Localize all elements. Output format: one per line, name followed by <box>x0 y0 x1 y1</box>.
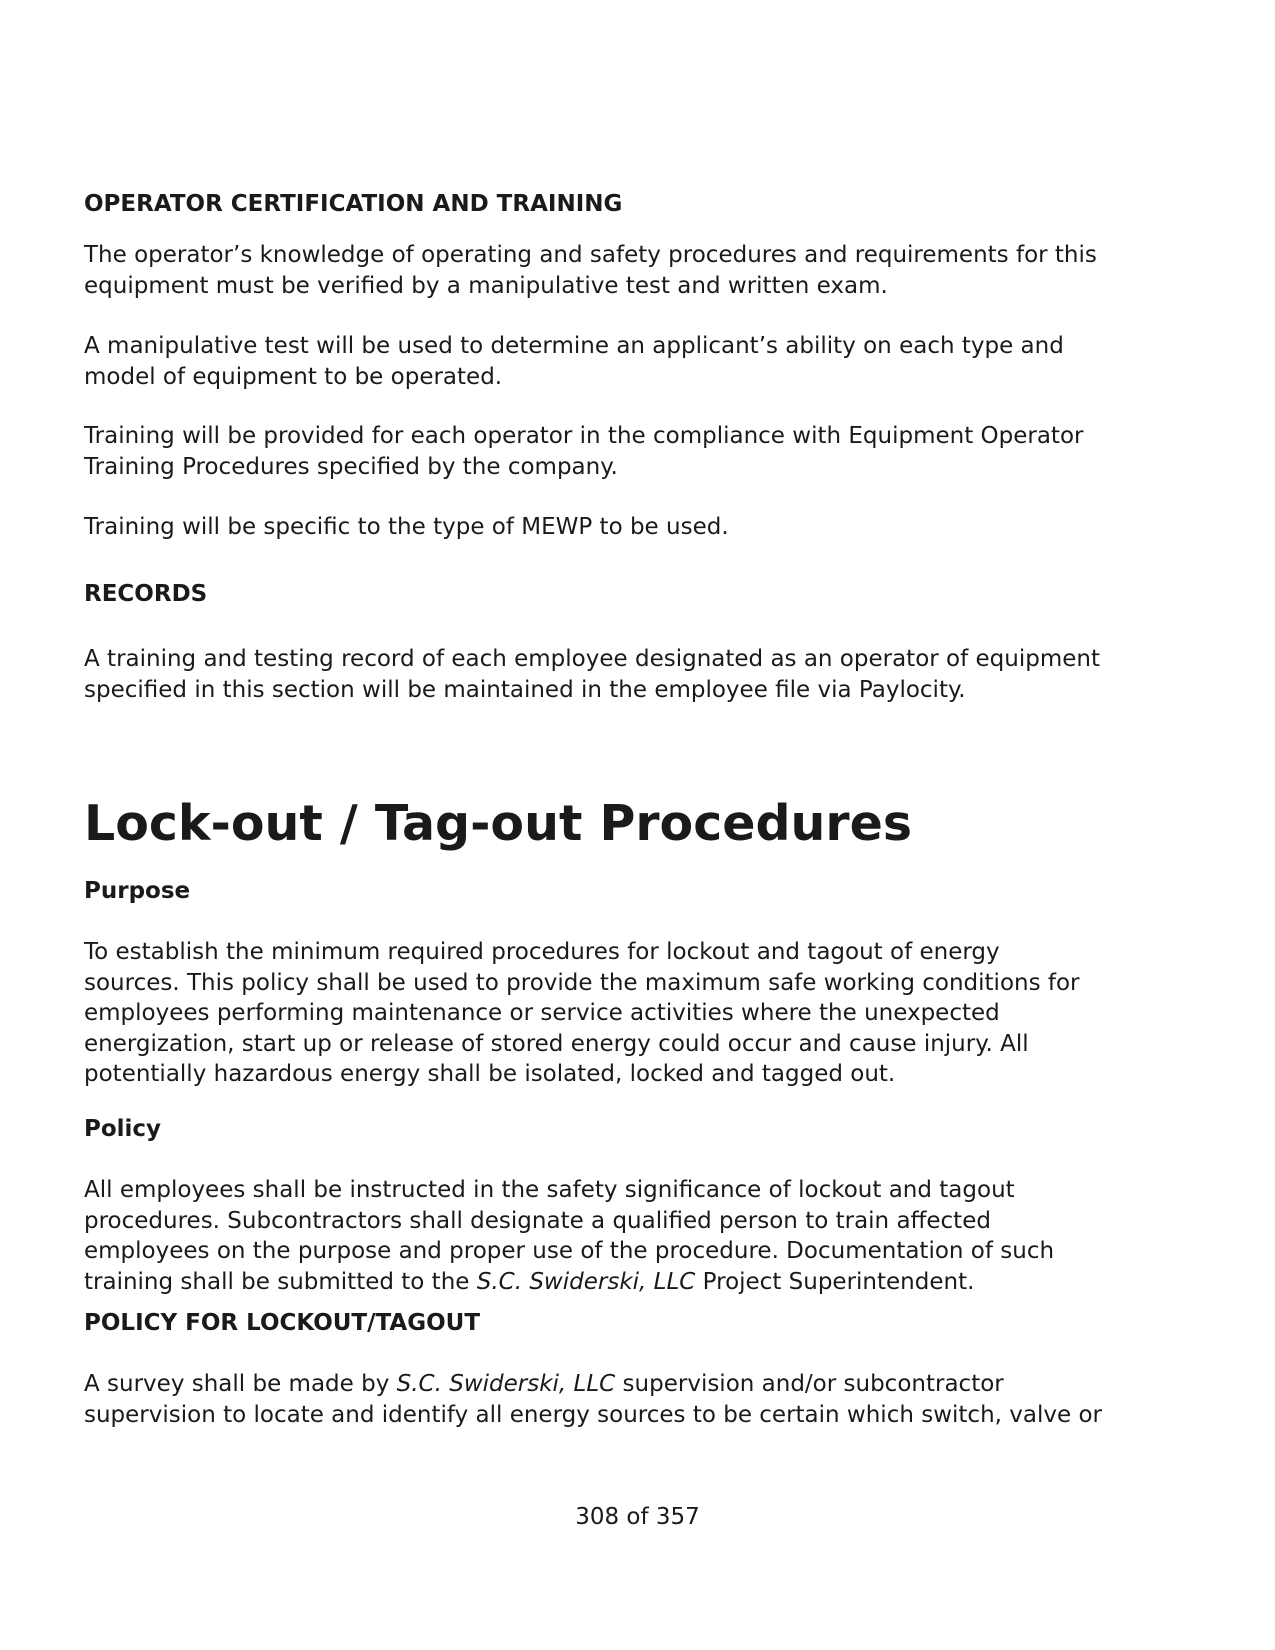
text-segment: supervision and/or subcontractor <box>615 1371 1004 1397</box>
paragraph-line: employees on the purpose and proper use of the procedure. Documentation of such <box>84 1238 1055 1264</box>
page-number: 308 of 357 <box>575 1504 700 1530</box>
paragraph-line: Training will be specific to the type of MEWP to be used. <box>84 514 729 540</box>
training-specific-paragraph <box>84 512 729 543</box>
text-segment: training shall be submitted to the <box>84 1268 477 1295</box>
policy-heading: Policy <box>84 1116 162 1142</box>
records-heading: RECORDS <box>84 581 208 607</box>
manipulative-test-paragraph <box>84 331 1064 392</box>
paragraph-line: A manipulative test will be used to determine an applicant’s ability on each type and <box>84 333 1064 359</box>
paragraph-line: potentially hazardous energy shall be isolated, locked and tagged out. <box>84 1061 896 1087</box>
paragraph-line: Training will be provided for each operator in the compliance with Equipment Operator <box>84 423 1084 449</box>
paragraph-line: A training and testing record of each employee designated as an operator of equipment <box>84 646 1100 672</box>
paragraph-line: employees performing maintenance or service activities where the unexpected <box>84 1000 1000 1026</box>
paragraph-line: sources. This policy shall be used to provide the maximum safe working conditions for <box>84 969 1080 996</box>
paragraph-line: supervision to locate and identify all energy sources to be certain which switch, valve or <box>84 1401 1102 1428</box>
company-name: S.C. Swiderski, LLC <box>396 1371 616 1397</box>
paragraph-line: model of equipment to be operated. <box>84 363 503 390</box>
paragraph-line: specified in this section will be maintained in the employee file via Paylocity. <box>84 676 966 703</box>
text-segment: Project Superintendent. <box>695 1268 975 1295</box>
paragraph-line: equipment must be verified by a manipulative test and written exam. <box>84 272 888 299</box>
lockout-tagout-policy-heading: POLICY FOR LOCKOUT/TAGOUT <box>84 1310 481 1336</box>
operator-knowledge-paragraph <box>84 240 1097 301</box>
text-segment: A survey shall be made by <box>84 1371 397 1397</box>
policy-paragraph <box>84 1175 1054 1297</box>
paragraph-line: energization, start up or release of stored energy could occur and cause injury. All <box>84 1030 1029 1057</box>
company-name: S.C. Swiderski, LLC <box>476 1268 696 1295</box>
paragraph-line: All employees shall be instructed in the safety significance of lockout and tagout <box>84 1177 1015 1203</box>
purpose-heading: Purpose <box>84 878 191 904</box>
operator-certification-heading: OPERATOR CERTIFICATION AND TRAINING <box>84 191 623 217</box>
paragraph-line: Training Procedures specified by the company. <box>84 453 618 480</box>
paragraph-line <box>84 1267 1054 1298</box>
purpose-paragraph <box>84 937 1080 1090</box>
paragraph-line: To establish the minimum required procedures for lockout and tagout of energy <box>84 939 1000 965</box>
paragraph-line: The operator’s knowledge of operating and safety procedures and requirements for this <box>84 242 1097 268</box>
paragraph-line: procedures. Subcontractors shall designate a qualified person to train affected <box>84 1207 991 1234</box>
records-paragraph <box>84 644 1100 705</box>
lockout-tagout-policy-paragraph <box>84 1369 1102 1430</box>
paragraph-line <box>84 1369 1102 1400</box>
lockout-tagout-title: Lock-out / Tag-out Procedures <box>84 795 912 852</box>
training-provided-paragraph <box>84 421 1083 482</box>
